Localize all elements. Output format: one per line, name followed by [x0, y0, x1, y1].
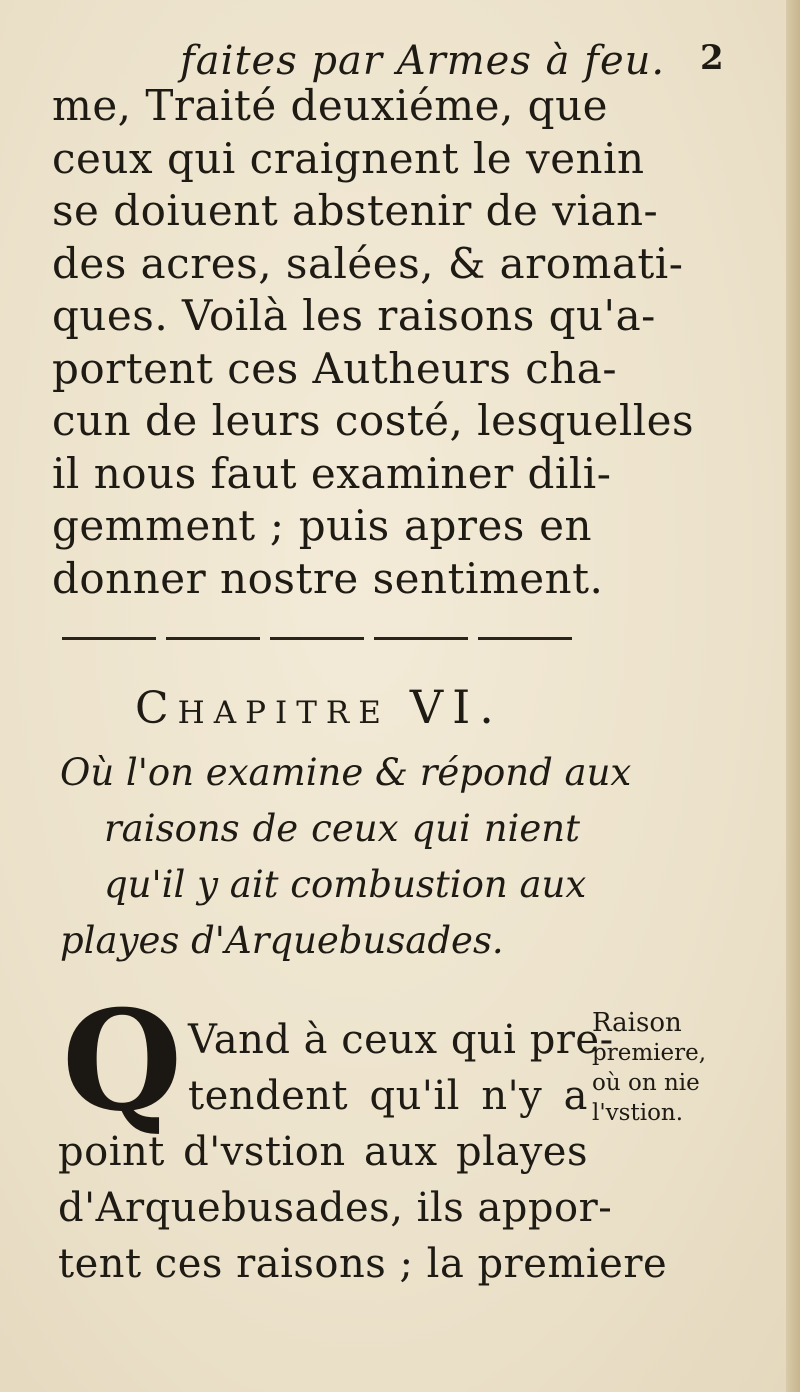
body-line: portent ces Autheurs cha- — [52, 343, 618, 393]
margin-note-line: l'vstion. — [592, 1100, 684, 1126]
paragraph-line: point d'vstion aux playes — [58, 1129, 588, 1175]
chapter-word: HAPITRE — [177, 695, 390, 731]
rule-segment — [270, 637, 364, 640]
chapter-heading — [135, 680, 503, 734]
section-rule — [62, 637, 572, 641]
rule-segment — [478, 637, 572, 640]
body-line: ceux qui craignent le venin — [52, 133, 645, 183]
paragraph-line: d'Arquebusades, ils appor- — [58, 1185, 613, 1231]
margin-note-line: Raison — [592, 1008, 682, 1038]
chapter-subtitle — [60, 745, 632, 969]
body-line: ques. Voilà les raisons qu'a- — [52, 291, 656, 340]
chapter-number: VI. — [409, 680, 503, 734]
subtitle-line: qu'il y ait combustion aux — [104, 863, 587, 906]
body-line: gemment ; puis apres en — [52, 501, 592, 550]
subtitle-line: raisons de ceux qui nient — [104, 807, 580, 850]
folio: 2 — [700, 38, 724, 78]
drop-cap: Q — [62, 979, 183, 1142]
paragraph-line: Vand à ceux qui pre- — [188, 1017, 614, 1063]
rule-segment — [62, 637, 156, 640]
body-line: des acres, salées, & aromati- — [52, 238, 684, 288]
margin-note — [592, 1008, 742, 1128]
chapter-initial: C — [135, 683, 178, 734]
paragraph-line: tendent qu'il n'y a — [188, 1073, 588, 1119]
running-head: faites par Armes à feu. — [180, 38, 666, 84]
rule-segment — [166, 637, 260, 640]
body-text — [52, 80, 695, 605]
subtitle-line: playes d'Arquebusades. — [60, 919, 504, 962]
margin-note-line: où on nie — [592, 1070, 700, 1096]
body-line: se doiuent abstenir de vian- — [52, 186, 659, 235]
body-line: donner nostre sentiment. — [52, 553, 604, 603]
body-line: il nous faut examiner dili- — [52, 448, 612, 498]
body-line: cun de leurs costé, lesquelles — [52, 396, 695, 445]
subtitle-line: Où l'on examine & répond aux — [60, 751, 632, 794]
rule-segment — [374, 637, 468, 640]
margin-note-line: premiere, — [592, 1040, 707, 1066]
paragraph-line: tent ces raisons ; la premiere — [58, 1241, 668, 1287]
body-line: me, Traité deuxiéme, que — [52, 81, 608, 130]
page-edge — [786, 0, 800, 1392]
